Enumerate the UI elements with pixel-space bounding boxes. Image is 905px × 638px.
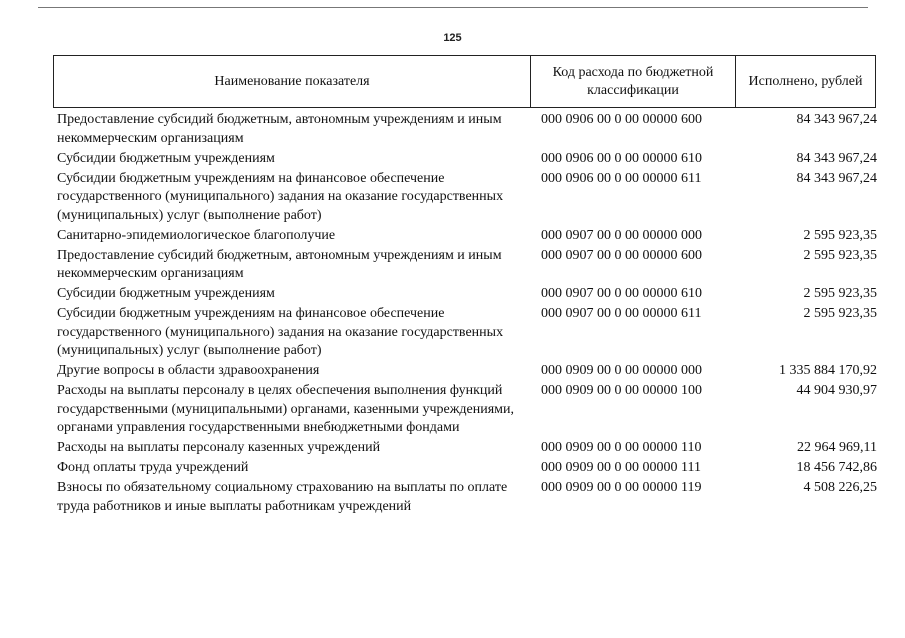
row-name: Субсидии бюджетным учреждениям на финансовое обеспечение государственного (муниципального) задания на оказание государственных (муниципальных) услуг (выполнение работ) bbox=[57, 306, 504, 358]
table-row bbox=[57, 227, 877, 246]
row-code: 000 0909 00 0 00 00000 111 bbox=[541, 460, 701, 475]
row-name: Санитарно-эпидемиологическое благополучие bbox=[57, 227, 336, 243]
table-row bbox=[57, 247, 877, 284]
page-number: 125 bbox=[443, 32, 462, 44]
table-row bbox=[57, 305, 877, 361]
row-code: 000 0907 00 0 00 00000 000 bbox=[541, 227, 702, 243]
table-body bbox=[57, 111, 877, 518]
row-amount: 84 343 967,24 bbox=[796, 170, 877, 186]
row-code: 000 0909 00 0 00 00000 100 bbox=[541, 383, 702, 398]
row-name: Предоставление субсидий бюджетным, автономным учреждениям и иным некоммерческим организациям bbox=[57, 112, 502, 146]
row-amount: 22 964 969,11 bbox=[797, 440, 877, 455]
row-amount: 1 335 884 170,92 bbox=[779, 363, 877, 378]
table-row bbox=[57, 111, 877, 148]
row-name: Субсидии бюджетным учреждениям bbox=[57, 150, 275, 166]
row-code: 000 0909 00 0 00 00000 000 bbox=[541, 363, 702, 378]
header-amount: Исполнено, рублей bbox=[735, 56, 875, 107]
top-rule bbox=[38, 7, 868, 8]
row-name: Расходы на выплаты персоналу казенных учреждений bbox=[57, 440, 381, 455]
row-amount: 2 595 923,35 bbox=[803, 306, 877, 321]
header-code: Код расхода по бюджетной классификации bbox=[530, 56, 735, 107]
table-row bbox=[57, 382, 877, 438]
row-amount: 2 595 923,35 bbox=[803, 247, 877, 263]
row-amount: 4 508 226,25 bbox=[803, 480, 877, 495]
row-amount: 2 595 923,35 bbox=[803, 227, 877, 243]
row-name: Субсидии бюджетным учреждениям на финансовое обеспечение государственного (муниципального) задания на оказание государственных (муниципальных) услуг (выполнение работ) bbox=[57, 170, 504, 223]
row-code: 000 0907 00 0 00 00000 600 bbox=[541, 247, 702, 263]
table-row bbox=[57, 439, 877, 458]
row-name: Фонд оплаты труда учреждений bbox=[57, 460, 249, 475]
row-amount: 2 595 923,35 bbox=[803, 286, 877, 301]
table-row bbox=[57, 459, 877, 478]
row-amount: 84 343 967,24 bbox=[796, 112, 877, 127]
table-row bbox=[57, 150, 877, 169]
row-name: Другие вопросы в области здравоохранения bbox=[57, 363, 320, 378]
row-code: 000 0907 00 0 00 00000 611 bbox=[541, 306, 702, 321]
row-amount: 44 904 930,97 bbox=[796, 383, 877, 398]
row-code: 000 0906 00 0 00 00000 610 bbox=[541, 150, 702, 166]
row-code: 000 0906 00 0 00 00000 600 bbox=[541, 112, 702, 127]
table-header bbox=[53, 55, 876, 108]
row-code: 000 0907 00 0 00 00000 610 bbox=[541, 286, 702, 301]
row-name: Взносы по обязательному социальному страхованию на выплаты по оплате труда работников и иные выплаты работникам учреждений bbox=[57, 480, 508, 514]
row-amount: 84 343 967,24 bbox=[796, 150, 877, 166]
header-name: Наименование показателя bbox=[214, 73, 370, 89]
row-amount: 18 456 742,86 bbox=[796, 460, 877, 475]
row-code: 000 0909 00 0 00 00000 110 bbox=[541, 440, 702, 455]
row-name: Расходы на выплаты персоналу в целях обеспечения выполнения функций государственными (муниципальными) органами, казенными учреждениями, органами управления государственными внебюджетными фондами bbox=[57, 383, 514, 435]
table-row bbox=[57, 362, 877, 381]
table-row bbox=[57, 170, 877, 226]
row-code: 000 0909 00 0 00 00000 119 bbox=[541, 480, 702, 495]
table-row bbox=[57, 285, 877, 304]
row-name: Субсидии бюджетным учреждениям bbox=[57, 286, 275, 301]
row-name: Предоставление субсидий бюджетным, автономным учреждениям и иным некоммерческим организациям bbox=[57, 247, 502, 281]
row-code: 000 0906 00 0 00 00000 611 bbox=[541, 170, 702, 186]
table-row bbox=[57, 479, 877, 516]
